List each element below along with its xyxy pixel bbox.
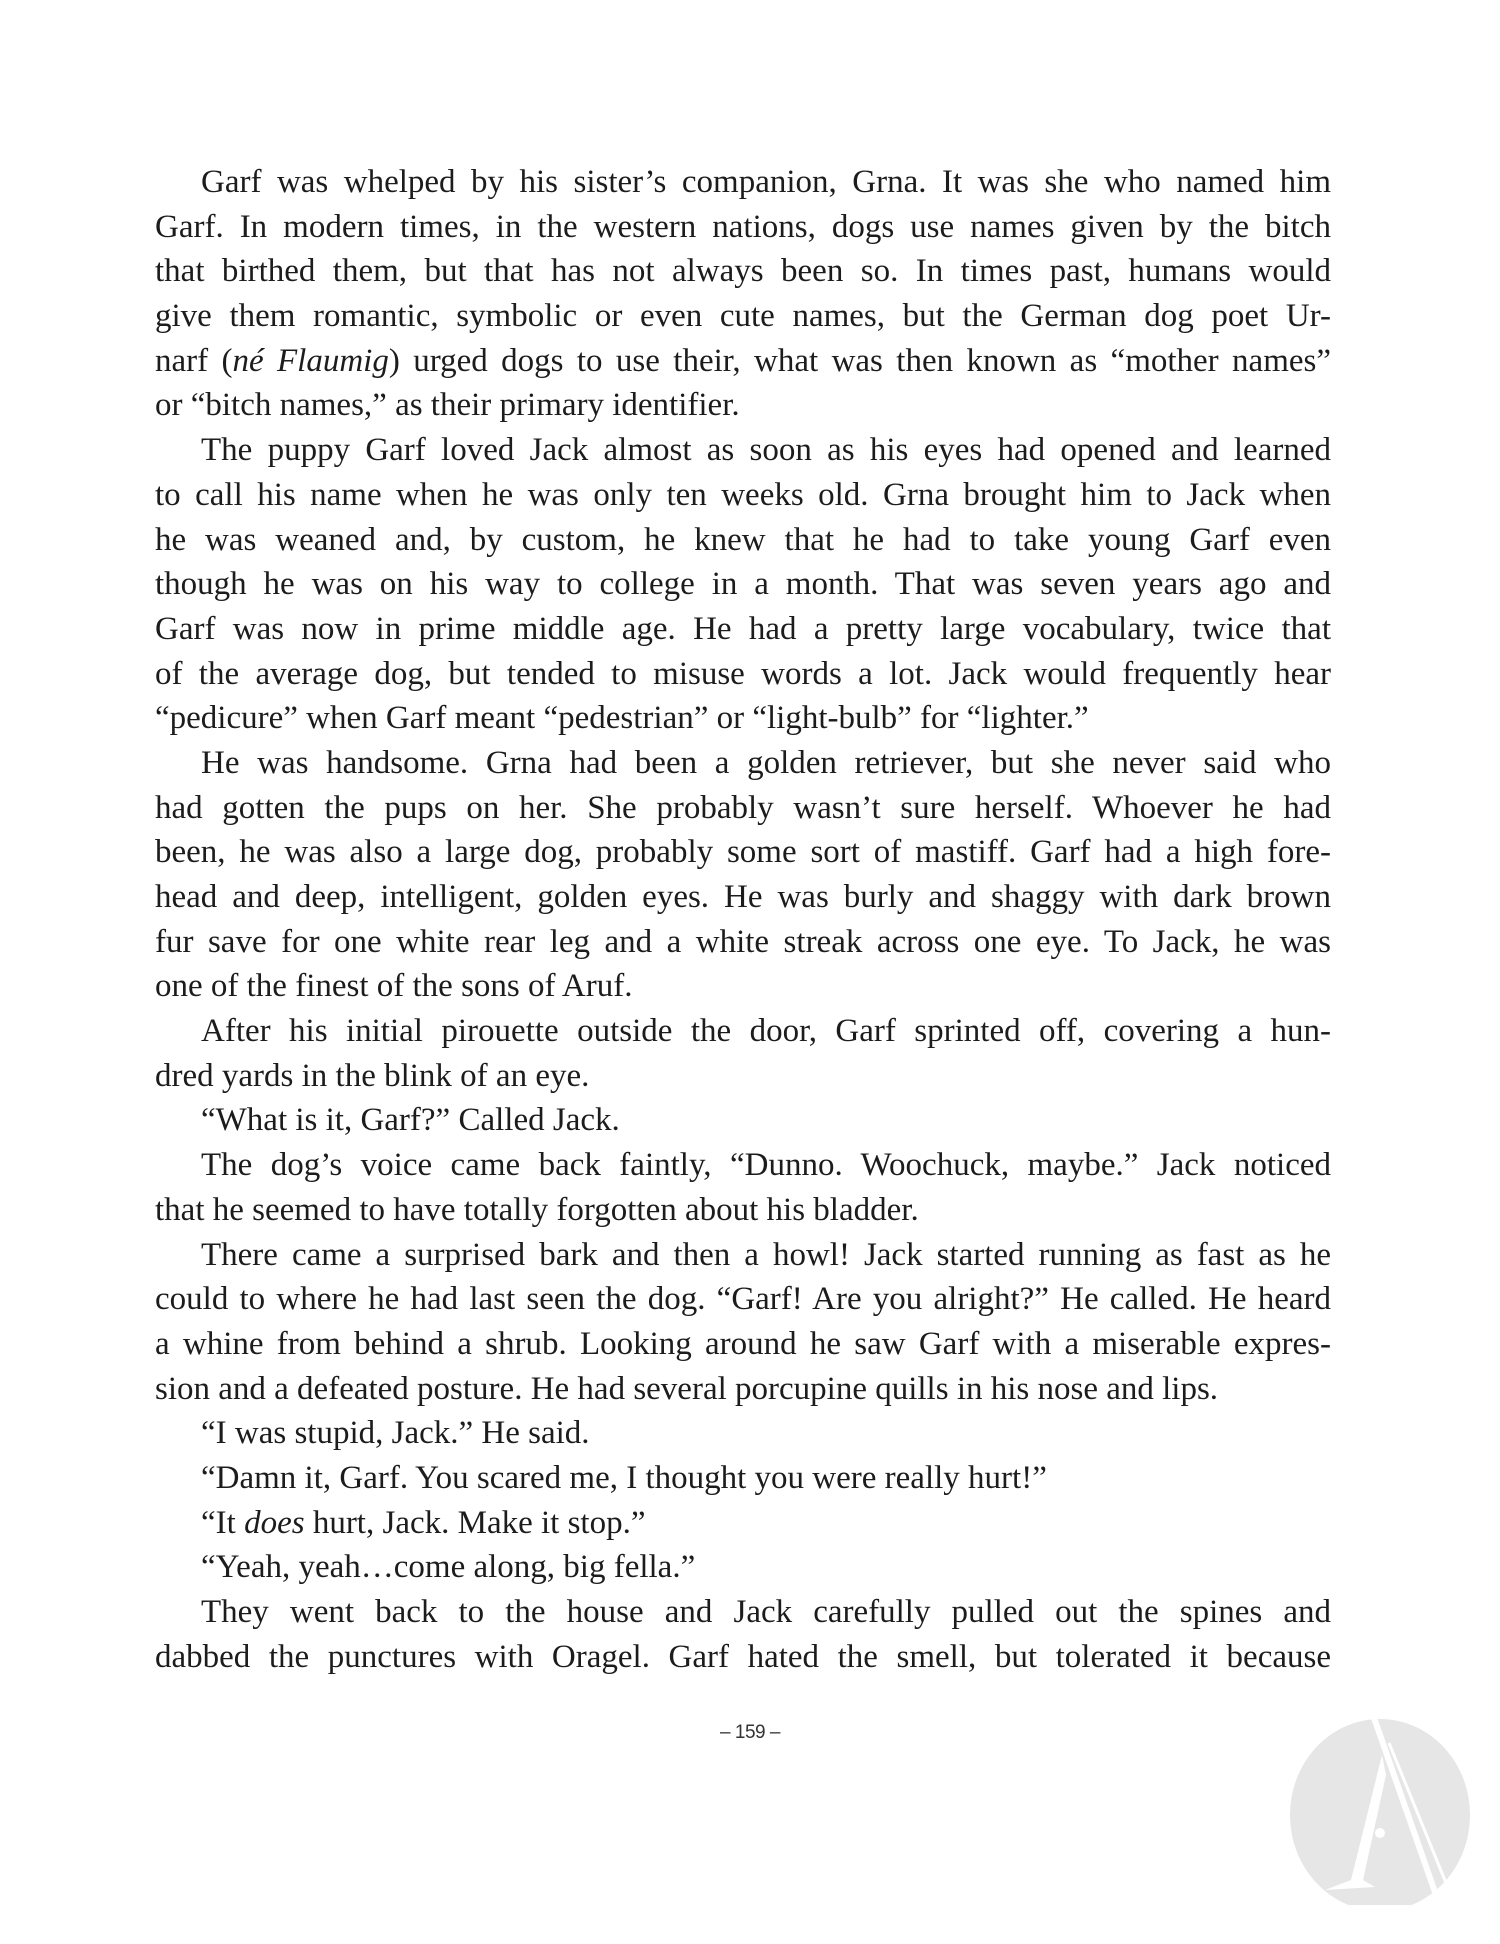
text-segment: of the average dog, but tended to misuse words a lot. Jack would frequently hear (155, 655, 1331, 692)
page-number: – 159 – (720, 1722, 780, 1743)
text-line (155, 1143, 1331, 1188)
publisher-logo-watermark (1285, 1715, 1475, 1905)
text-line (155, 1277, 1331, 1322)
text-segment: “What is it, Garf?” Called Jack. (201, 1102, 620, 1139)
text-segment: had gotten the pups on her. She probably wasn’t sure herself. Whoever he had (155, 789, 1331, 826)
text-line (155, 920, 1331, 965)
text-segment: The puppy Garf loved Jack almost as soon as his eyes had opened and learned (201, 432, 1331, 469)
text-line (155, 160, 1331, 205)
text-line (155, 964, 1331, 1009)
text-segment: one of the finest of the sons of Aruf. (155, 968, 633, 1005)
text-line (155, 1590, 1331, 1635)
text-line (155, 652, 1331, 697)
text-line (155, 339, 1331, 384)
text-line (155, 428, 1331, 473)
text-line (155, 1456, 1331, 1501)
text-segment: “Yeah, yeah…come along, big fella.” (201, 1549, 696, 1586)
text-segment: dred yards in the blink of an eye. (155, 1057, 590, 1094)
text-line (155, 1188, 1331, 1233)
text-segment: “pedicure” when Garf meant “pedestrian” or “light-bulb” for “lighter.” (155, 700, 1089, 737)
text-line (155, 607, 1331, 652)
text-line (155, 473, 1331, 518)
text-line (155, 249, 1331, 294)
body-text (155, 160, 1331, 1679)
text-segment: Garf was now in prime middle age. He had a pretty large vocabulary, twice that (155, 610, 1331, 647)
text-line (155, 562, 1331, 607)
text-line (155, 383, 1331, 428)
text-segment: sion and a defeated posture. He had several porcupine quills in his nose and lips. (155, 1370, 1219, 1407)
text-segment: Garf. In modern times, in the western nations, dogs use names given by the bitch (155, 208, 1331, 245)
text-line (155, 786, 1331, 831)
text-segment: “It (201, 1504, 245, 1541)
text-segment: that birthed them, but that has not always been so. In times past, humans would (155, 253, 1331, 290)
text-line (155, 696, 1331, 741)
text-segment: ) urged dogs to use their, what was then known as “mother names” (388, 342, 1331, 379)
text-segment: “I was stupid, Jack.” He said. (201, 1415, 590, 1452)
text-segment: or “bitch names,” as their primary identifier. (155, 387, 740, 424)
text-line (155, 1635, 1331, 1680)
text-segment: He was handsome. Grna had been a golden retriever, but she never said who (201, 744, 1331, 781)
text-segment: head and deep, intelligent, golden eyes. He was burly and shaggy with dark brown (155, 879, 1331, 915)
text-segment: hurt, Jack. Make it stop.” (304, 1504, 646, 1541)
text-segment: After his initial pirouette outside the door, Garf sprinted off, covering a hun- (201, 1013, 1331, 1050)
text-segment: The dog’s voice came back faintly, “Dunno. Woochuck, maybe.” Jack noticed (201, 1147, 1331, 1184)
text-line (155, 1054, 1331, 1099)
text-segment: narf ( (155, 342, 233, 379)
text-line (155, 1367, 1331, 1412)
text-segment: a whine from behind a shrub. Looking around he saw Garf with a miserable expres- (155, 1325, 1331, 1362)
text-line (155, 741, 1331, 786)
text-segment: to call his name when he was only ten weeks old. Grna brought him to Jack when (155, 476, 1331, 513)
text-line (155, 875, 1331, 920)
text-line (155, 294, 1331, 339)
text-segment: been, he was also a large dog, probably some sort of mastiff. Garf had a high fore- (155, 834, 1331, 871)
text-segment: give them romantic, symbolic or even cute names, but the German dog poet Ur- (155, 298, 1331, 335)
text-line (155, 518, 1331, 563)
text-segment: he was weaned and, by custom, he knew that he had to take young Garf even (155, 521, 1331, 558)
italic-text: does (244, 1504, 305, 1541)
italic-text: né Flaumig (232, 342, 389, 379)
text-line (155, 205, 1331, 250)
text-line (155, 1501, 1331, 1546)
text-segment: could to where he had last seen the dog. “Garf! Are you alright?” He called. He heard (155, 1281, 1331, 1318)
text-segment: that he seemed to have totally forgotten about his bladder. (155, 1191, 919, 1228)
text-line (155, 830, 1331, 875)
text-line (155, 1098, 1331, 1143)
text-segment: fur save for one white rear leg and a white streak across one eye. To Jack, he was (155, 923, 1331, 960)
text-line (155, 1233, 1331, 1278)
text-line (155, 1545, 1331, 1590)
text-line (155, 1322, 1331, 1367)
text-line (155, 1411, 1331, 1456)
text-segment: They went back to the house and Jack carefully pulled out the spines and (201, 1594, 1331, 1630)
text-segment: “Damn it, Garf. You scared me, I thought you were really hurt!” (201, 1459, 1047, 1496)
text-segment: There came a surprised bark and then a howl! Jack started running as fast as he (201, 1236, 1331, 1273)
text-segment: dabbed the punctures with Oragel. Garf hated the smell, but tolerated it because (155, 1638, 1331, 1675)
text-segment: Garf was whelped by his sister’s companion, Grna. It was she who named him (201, 164, 1331, 200)
text-line (155, 1009, 1331, 1054)
text-segment: though he was on his way to college in a month. That was seven years ago and (155, 566, 1331, 603)
